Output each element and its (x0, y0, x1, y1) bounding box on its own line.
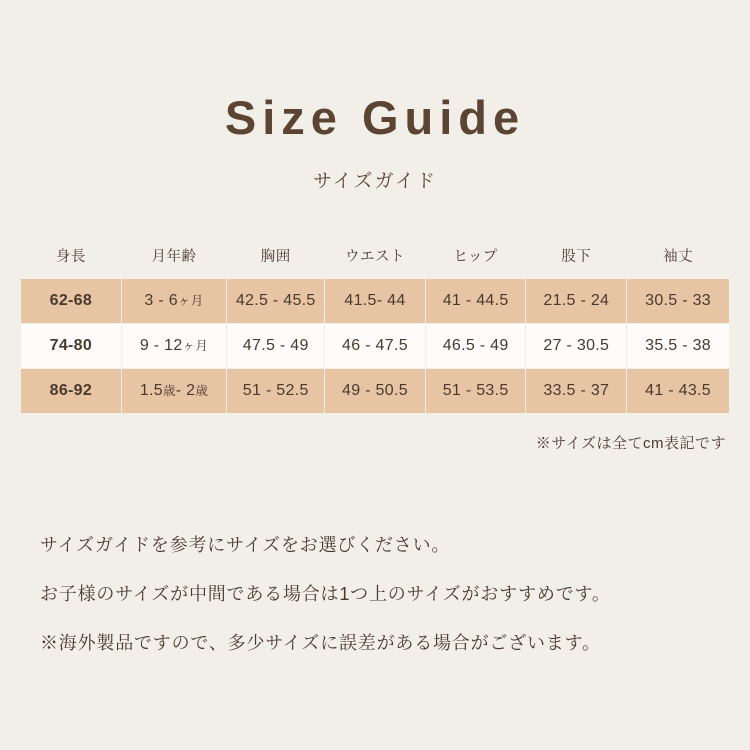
title-block (0, 0, 750, 193)
table-row (21, 278, 730, 323)
cell-age-unit: 歳 (162, 384, 176, 399)
cell-chest: 42.5 - 45.5 (227, 278, 325, 323)
cell-age-value: 9 - 12 (139, 337, 183, 355)
table-row (21, 323, 730, 368)
cell-chest: 47.5 - 49 (227, 323, 325, 368)
size-table-container (20, 245, 730, 453)
cell-age-unit: ヶ月 (182, 339, 209, 354)
column-header-age: 月年齢 (151, 248, 197, 265)
cell-inseam: 21.5 - 24 (526, 278, 627, 323)
cell-height: 86-92 (21, 368, 122, 413)
cell-inseam: 33.5 - 37 (526, 368, 627, 413)
table-head (21, 245, 730, 279)
cell-height: 74-80 (21, 323, 122, 368)
cell-age-value-2: - 2 (175, 382, 196, 400)
cell-waist: 41.5- 44 (325, 278, 426, 323)
table-header-row (21, 245, 730, 279)
note-line-1: サイズガイドを参考にサイズをお選びください。 (40, 535, 451, 555)
cell-sleeve: 41 - 43.5 (627, 368, 730, 413)
cell-waist: 46 - 47.5 (325, 323, 426, 368)
cell-age (121, 278, 227, 323)
cell-sleeve: 30.5 - 33 (627, 278, 730, 323)
cell-hip: 51 - 53.5 (425, 368, 526, 413)
size-table (20, 245, 730, 414)
column-header-sleeve: 袖丈 (663, 248, 694, 265)
note-line-3: ※海外製品ですので、多少サイズに誤差がある場合がございます。 (40, 632, 601, 653)
column-header-inseam: 股下 (561, 248, 592, 265)
cell-height: 62-68 (21, 278, 122, 323)
unit-note: ※サイズは全てcm表記です (535, 434, 726, 452)
cell-age (121, 323, 227, 368)
cell-sleeve: 35.5 - 38 (627, 323, 730, 368)
cell-chest: 51 - 52.5 (227, 368, 325, 413)
column-header-hip: ヒップ (453, 248, 498, 265)
column-header-height: 身長 (55, 248, 86, 265)
page-title: Size Guide (224, 91, 526, 144)
column-header-chest: 胸囲 (260, 248, 291, 265)
cell-waist: 49 - 50.5 (325, 368, 426, 413)
table-body (21, 278, 730, 413)
cell-age-value: 3 - 6 (144, 292, 178, 310)
table-row (21, 368, 730, 413)
page-subtitle: サイズガイド (313, 170, 437, 192)
cell-hip: 41 - 44.5 (425, 278, 526, 323)
cell-age (121, 368, 227, 413)
cell-inseam: 27 - 30.5 (526, 323, 627, 368)
cell-hip: 46.5 - 49 (425, 323, 526, 368)
cell-age-unit-2: 歳 (195, 384, 209, 399)
notes-block (40, 532, 720, 679)
column-header-waist: ウエスト (344, 248, 405, 265)
cell-age-unit: ヶ月 (177, 294, 204, 309)
cell-age-value: 1.5 (139, 382, 163, 400)
note-line-2: お子様のサイズが中間である場合は1つ上のサイズがおすすめです。 (40, 583, 611, 604)
